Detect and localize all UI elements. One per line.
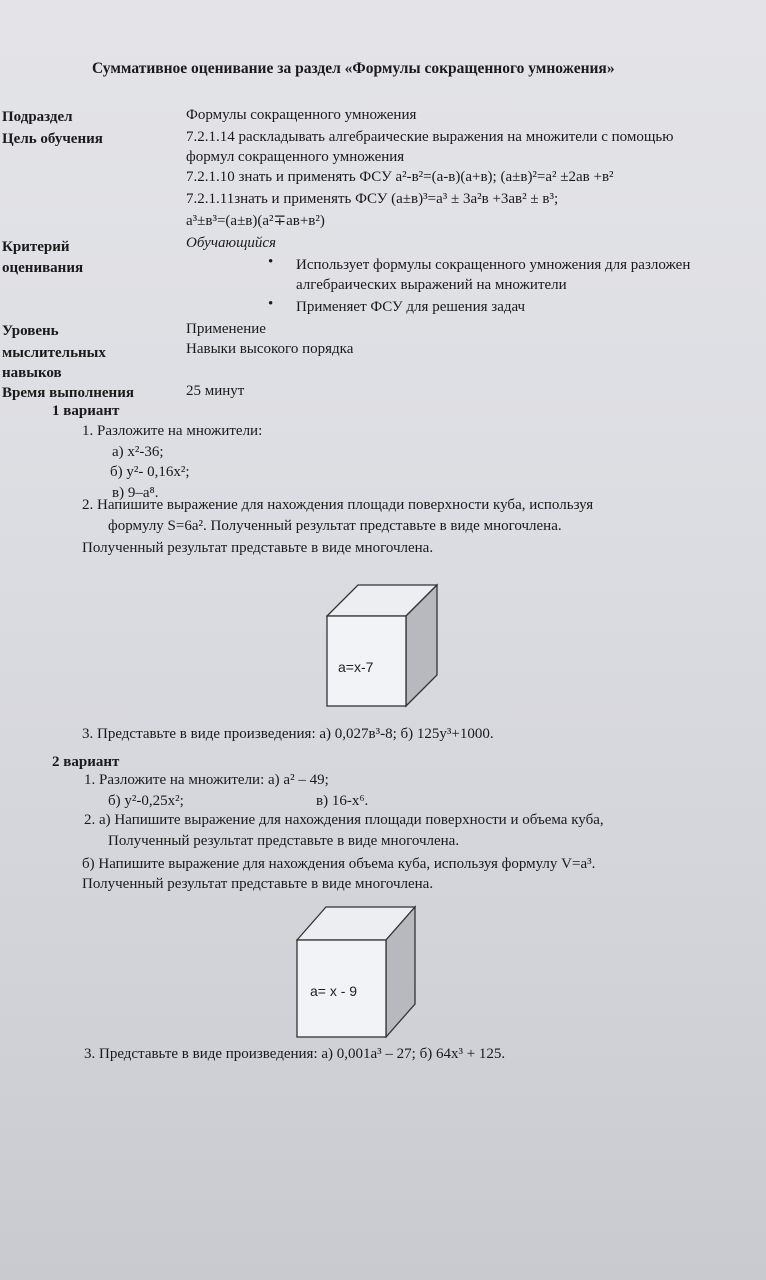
goal-line-5: а³±в³=(а±в)(а²∓ав+в²) <box>186 213 325 229</box>
v1-question-2-line-1: 2. Напишите выражение для нахождения площади поверхности куба, используя <box>82 497 594 513</box>
v2-question-2-line-4: Полученный результат представьте в виде многочлена. <box>82 876 434 892</box>
bullet-icon: • <box>268 296 274 312</box>
criterion-bullet-1-line-1: Использует формулы сокращенного умножения для разложен <box>296 257 691 273</box>
cube-1-label: a=x-7 <box>338 659 374 675</box>
v2-question-2-line-3: б) Напишите выражение для нахождения объема куба, используя формулу V=a³. <box>82 856 596 872</box>
cube-figure-1 <box>326 582 438 710</box>
v2-question-1-line-1: 1. Разложите на множители: а) а² – 49; <box>84 772 329 788</box>
v2-question-3: 3. Представьте в виде произведения: а) 0,001а³ – 27; б) 64х³ + 125. <box>84 1046 506 1062</box>
v2-question-2-line-1: 2. а) Напишите выражение для нахождения площади поверхности и объема куба, <box>84 812 604 828</box>
criterion-bullet-2: Применяет ФСУ для решения задач <box>296 299 526 315</box>
level-value-1: Применение <box>186 321 266 337</box>
level-label-1: Уровень <box>2 323 59 339</box>
criterion-label-1: Критерий <box>2 239 70 255</box>
cube-figure-2 <box>296 904 416 1038</box>
v1-question-2-line-2: формулу S=6a². Полученный результат представьте в виде многочлена. <box>108 518 562 534</box>
level-label-3: навыков <box>2 365 62 381</box>
time-label: Время выполнения <box>2 385 134 401</box>
v2-question-1b: б) у²-0,25х²; <box>108 793 184 809</box>
subsection-value: Формулы сокращенного умножения <box>186 107 417 123</box>
criterion-label-2: оценивания <box>2 260 84 276</box>
criterion-intro: Обучающийся <box>186 235 277 251</box>
level-value-2: Навыки высокого порядка <box>186 341 354 357</box>
v1-question-1: 1. Разложите на множители: <box>82 423 263 439</box>
worksheet-title: Суммативное оценивание за раздел «Формулы сокращенного умножения» <box>92 60 615 77</box>
time-value: 25 минут <box>186 383 245 399</box>
v1-question-1b: б) у²- 0,16x²; <box>110 464 190 480</box>
v1-question-1a: а) x²-36; <box>112 444 164 460</box>
v1-question-1c: в) 9–а⁸. <box>112 485 159 501</box>
variant-1-heading: 1 вариант <box>52 403 120 419</box>
cube-2-label: a= x - 9 <box>310 983 358 999</box>
subsection-label: Подраздел <box>2 109 73 125</box>
goal-line-4: 7.2.1.11знать и применять ФСУ (а±в)³=а³ ± 3а²в +3ав² ± в³; <box>186 191 559 207</box>
v2-question-2-line-2: Полученный результат представьте в виде многочлена. <box>108 833 460 849</box>
variant-2-heading: 2 вариант <box>52 754 120 770</box>
bullet-icon: • <box>268 254 274 270</box>
goal-line-1: 7.2.1.14 раскладывать алгебраические выражения на множители с помощью <box>186 129 674 145</box>
level-label-2: мыслительных <box>2 345 106 361</box>
goal-label: Цель обучения <box>2 131 103 147</box>
v2-question-1c: в) 16-х⁶. <box>316 793 369 809</box>
goal-line-3: 7.2.1.10 знать и применять ФСУ a²-в²=(а-в)(а+в); (а±в)²=а² ±2ав +в² <box>186 169 614 185</box>
v1-question-2-line-3: Полученный результат представьте в виде многочлена. <box>82 540 434 556</box>
criterion-bullet-1-line-2: алгебраических выражений на множители <box>296 277 567 293</box>
v1-question-3: 3. Представьте в виде произведения: а) 0,027в³-8; б) 125у³+1000. <box>82 726 494 742</box>
goal-line-2: формул сокращенного умножения <box>186 149 405 165</box>
